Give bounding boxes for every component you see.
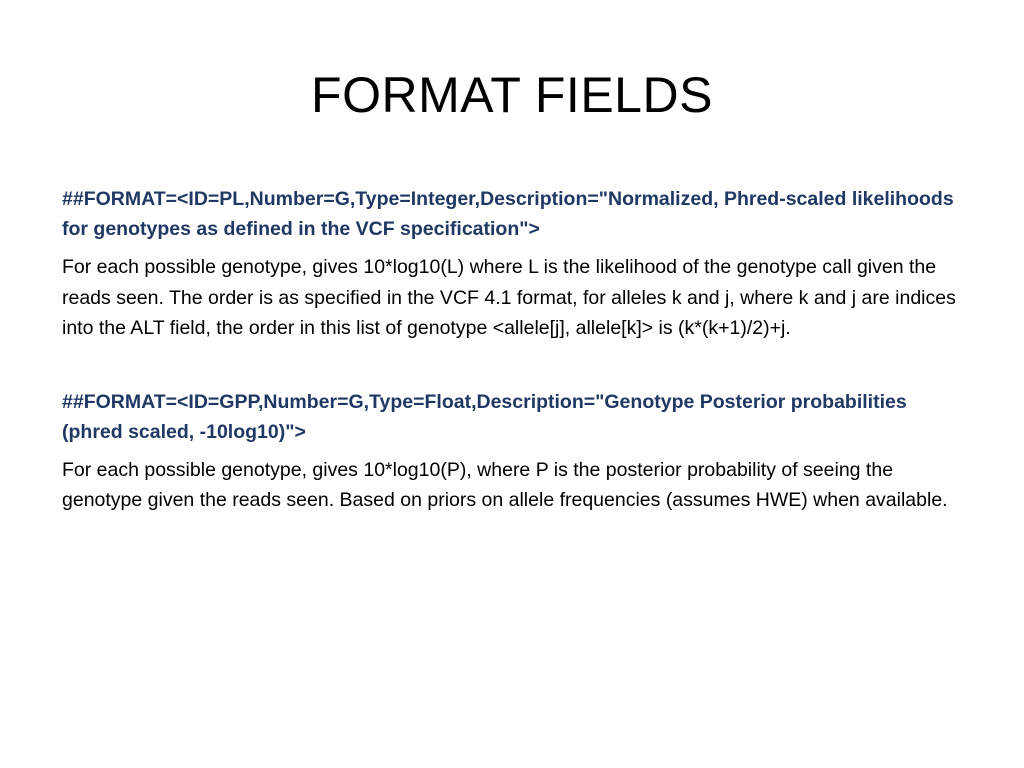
format-field-gpp	[62, 387, 962, 516]
format-description-pl: For each possible genotype, gives 10*log10(L) where L is the likelihood of the genotype call given the reads seen. The order is as specified in the VCF 4.1 format, for alleles k and j, where k and j are indices into the ALT field, the order in this list of genotype <allele[j], allele[k]> is (k*(k+1)/2)+j.	[62, 256, 956, 339]
format-definition-gpp: ##FORMAT=<ID=GPP,Number=G,Type=Float,Description="Genotype Posterior probabilities (phred scaled, -10log10)">	[62, 390, 907, 443]
format-field-pl	[62, 184, 962, 344]
slide-title: FORMAT FIELDS	[311, 67, 713, 123]
format-definition-pl: ##FORMAT=<ID=PL,Number=G,Type=Integer,Description="Normalized, Phred-scaled likelihoods for genotypes as defined in the VCF specification">	[62, 188, 954, 240]
slide-content	[62, 184, 962, 516]
format-description-gpp: For each possible genotype, gives 10*log10(P), where P is the posterior probability of seeing the genotype given the reads seen. Based on priors on allele frequencies (assumes HWE) when available.	[62, 458, 948, 511]
